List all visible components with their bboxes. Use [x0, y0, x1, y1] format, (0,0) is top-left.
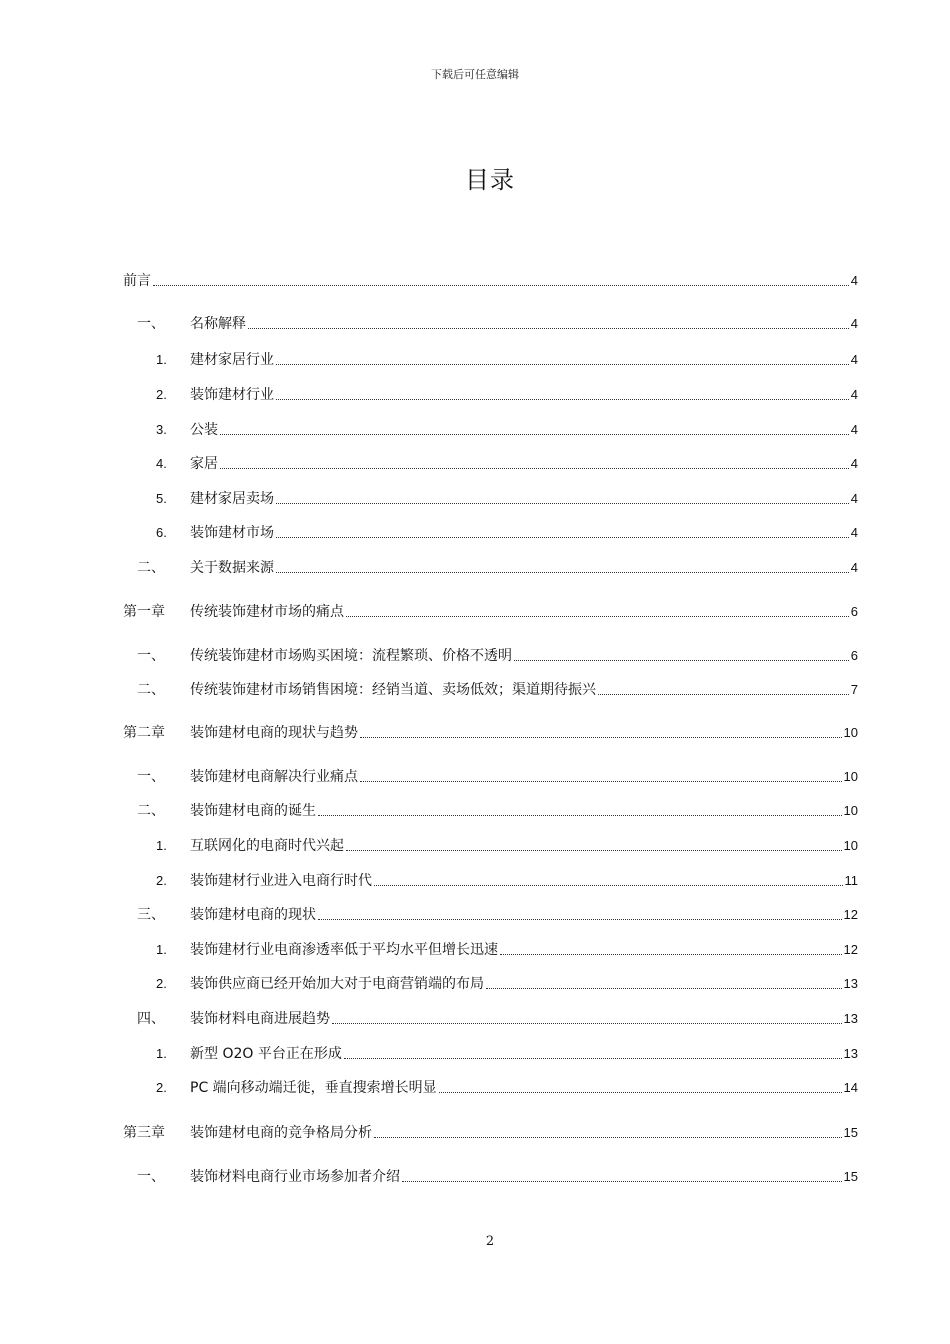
toc-leader-dots [220, 433, 849, 435]
toc-entry-page: 4 [850, 352, 858, 367]
toc-entry-number: 二、 [137, 560, 165, 576]
toc-entry[interactable] [123, 646, 858, 666]
toc-entry-page: 4 [850, 387, 858, 402]
toc-entry-number: 四、 [137, 1011, 165, 1027]
page-number: 2 [485, 1234, 495, 1249]
toc-entry[interactable] [123, 1167, 858, 1187]
toc-leader-dots [276, 536, 849, 538]
toc-entry-page: 15 [843, 1125, 858, 1140]
toc-entry-page: 4 [850, 491, 858, 506]
toc-leader-dots [276, 571, 849, 573]
toc-leader-dots [514, 659, 849, 661]
toc-leader-dots [220, 467, 849, 469]
toc-leader-dots [439, 1091, 842, 1093]
toc-entry-number: 三、 [137, 907, 165, 923]
toc-entry-number: 第一章 [123, 604, 165, 620]
toc-entry-page: 4 [850, 273, 858, 288]
toc-leader-dots [276, 363, 849, 365]
toc-entry-number: 6. [156, 525, 167, 540]
toc-leader-dots [276, 398, 849, 400]
toc-entry-number: 2. [156, 873, 167, 888]
toc-entry-title: 装饰建材电商解决行业痛点 [190, 769, 358, 785]
toc-entry-page: 4 [850, 422, 858, 437]
toc-leader-dots [360, 780, 842, 782]
toc-entry-page: 10 [843, 803, 858, 818]
toc-entry-number: 1. [156, 352, 167, 367]
toc-entry-number: 一、 [137, 1169, 165, 1185]
toc-entry-number: 一、 [137, 648, 165, 664]
toc-entry[interactable] [123, 385, 858, 405]
toc-entry-title: 建材家居卖场 [190, 491, 274, 507]
toc-entry-title: 装饰建材市场 [190, 525, 274, 541]
toc-entry-title: 互联网化的电商时代兴起 [190, 838, 344, 854]
toc-entry-title: 建材家居行业 [190, 352, 274, 368]
toc-entry-number: 2. [156, 1080, 167, 1095]
toc-entry-number: 一、 [137, 316, 165, 332]
toc-leader-dots [374, 1136, 842, 1138]
toc-entry[interactable] [123, 523, 858, 543]
toc-entry[interactable] [123, 974, 858, 994]
toc-entry-page: 6 [850, 604, 858, 619]
toc-entry-page: 13 [843, 976, 858, 991]
toc-leader-dots [346, 849, 842, 851]
toc-entry[interactable] [123, 801, 858, 821]
toc-entry-page: 4 [850, 456, 858, 471]
toc-entry-number: 2. [156, 387, 167, 402]
toc-leader-dots [360, 736, 842, 738]
toc-entry-title: 装饰材料电商进展趋势 [190, 1011, 330, 1027]
toc-entry[interactable] [123, 314, 858, 334]
toc-entry-page: 10 [843, 725, 858, 740]
toc-entry-title: 装饰建材行业进入电商行时代 [190, 873, 372, 889]
toc-leader-dots [346, 615, 849, 617]
toc-entry-page: 4 [850, 316, 858, 331]
toc-entry-number: 二、 [137, 682, 165, 698]
toc-entry-title: 家居 [190, 456, 218, 472]
toc-leader-dots [598, 693, 849, 695]
toc-entry-page: 10 [843, 769, 858, 784]
toc-entry-title: 公装 [190, 422, 218, 438]
toc-entry-page: 10 [843, 838, 858, 853]
toc-entry-page: 4 [850, 525, 858, 540]
toc-entry-title: 装饰材料电商行业市场参加者介绍 [190, 1169, 400, 1185]
toc-entry[interactable] [123, 271, 858, 291]
toc-leader-dots [402, 1180, 842, 1182]
toc-entry[interactable] [123, 1078, 858, 1098]
toc-entry-title: 装饰建材行业电商渗透率低于平均水平但增长迅速 [190, 942, 498, 958]
toc-entry[interactable] [123, 723, 858, 743]
toc-entry-title: 装饰建材电商的现状与趋势 [190, 725, 358, 741]
toc-entry-title: 装饰建材电商的竞争格局分析 [190, 1125, 372, 1141]
toc-entry-title: 装饰供应商已经开始加大对于电商营销端的布局 [190, 976, 484, 992]
toc-entry-number: 2. [156, 976, 167, 991]
toc-entry-page: 12 [843, 942, 858, 957]
toc-entry-number: 第三章 [123, 1125, 165, 1141]
page-header: 下载后可任意编辑 [431, 68, 519, 81]
toc-entry-title: 传统装饰建材市场销售困境：经销当道、卖场低效；渠道期待振兴 [190, 682, 596, 698]
toc-leader-dots [318, 814, 842, 816]
toc-entry-number: 3. [156, 422, 167, 437]
toc-entry[interactable] [123, 350, 858, 370]
toc-entry[interactable] [123, 836, 858, 856]
toc-entry[interactable] [123, 1009, 858, 1029]
toc-leader-dots [374, 884, 843, 886]
toc-entry-number: 第二章 [123, 725, 165, 741]
toc-leader-dots [332, 1022, 842, 1024]
toc-entry[interactable] [123, 1044, 858, 1064]
toc-title: 目录 [465, 166, 515, 194]
toc-entry[interactable] [123, 489, 858, 509]
toc-leader-dots [318, 918, 842, 920]
toc-entry-number: 一、 [137, 769, 165, 785]
toc-entry[interactable] [123, 940, 858, 960]
toc-entry-title: 传统装饰建材市场的痛点 [190, 604, 344, 620]
toc-entry-page: 13 [843, 1046, 858, 1061]
toc-entry-title: 装饰建材行业 [190, 387, 274, 403]
toc-entry-title: PC 端向移动端迁徙，垂直搜索增长明显 [190, 1080, 437, 1096]
toc-entry-title: 装饰建材电商的现状 [190, 907, 316, 923]
toc-entry-title: 关于数据来源 [190, 560, 274, 576]
toc-entry-number: 1. [156, 1046, 167, 1061]
toc-leader-dots [276, 502, 849, 504]
toc-entry-title: 传统装饰建材市场购买困境：流程繁琐、价格不透明 [190, 648, 512, 664]
toc-entry-title: 名称解释 [190, 316, 246, 332]
toc-entry-page: 4 [850, 560, 858, 575]
toc-entry[interactable] [123, 454, 858, 474]
toc-entry-title: 新型 O2O 平台正在形成 [190, 1046, 342, 1062]
toc-entry-number: 5. [156, 491, 167, 506]
toc-entry-page: 11 [844, 873, 858, 888]
toc-entry[interactable] [123, 871, 858, 891]
toc-leader-dots [486, 987, 842, 989]
toc-entry-page: 13 [843, 1011, 858, 1026]
toc-entry-title: 装饰建材电商的诞生 [190, 803, 316, 819]
toc-entry-page: 12 [843, 907, 858, 922]
toc-leader-dots [344, 1057, 842, 1059]
toc-entry-number: 4. [156, 456, 167, 471]
toc-entry[interactable] [123, 680, 858, 700]
toc-entry[interactable] [123, 767, 858, 787]
toc-leader-dots [248, 327, 849, 329]
toc-entry[interactable] [123, 602, 858, 622]
toc-entry-number: 1. [156, 838, 167, 853]
toc-leader-dots [153, 284, 849, 286]
toc-entry-number: 1. [156, 942, 167, 957]
toc-entry[interactable] [123, 1123, 858, 1143]
toc-entry-page: 14 [843, 1080, 858, 1095]
toc-entry-page: 15 [843, 1169, 858, 1184]
toc-entry-number: 二、 [137, 803, 165, 819]
toc-entry[interactable] [123, 905, 858, 925]
toc-entry-title: 前言 [123, 273, 151, 289]
toc-entry-page: 7 [850, 682, 858, 697]
toc-entry[interactable] [123, 558, 858, 578]
toc-leader-dots [500, 953, 842, 955]
toc-entry[interactable] [123, 420, 858, 440]
toc-entry-page: 6 [850, 648, 858, 663]
